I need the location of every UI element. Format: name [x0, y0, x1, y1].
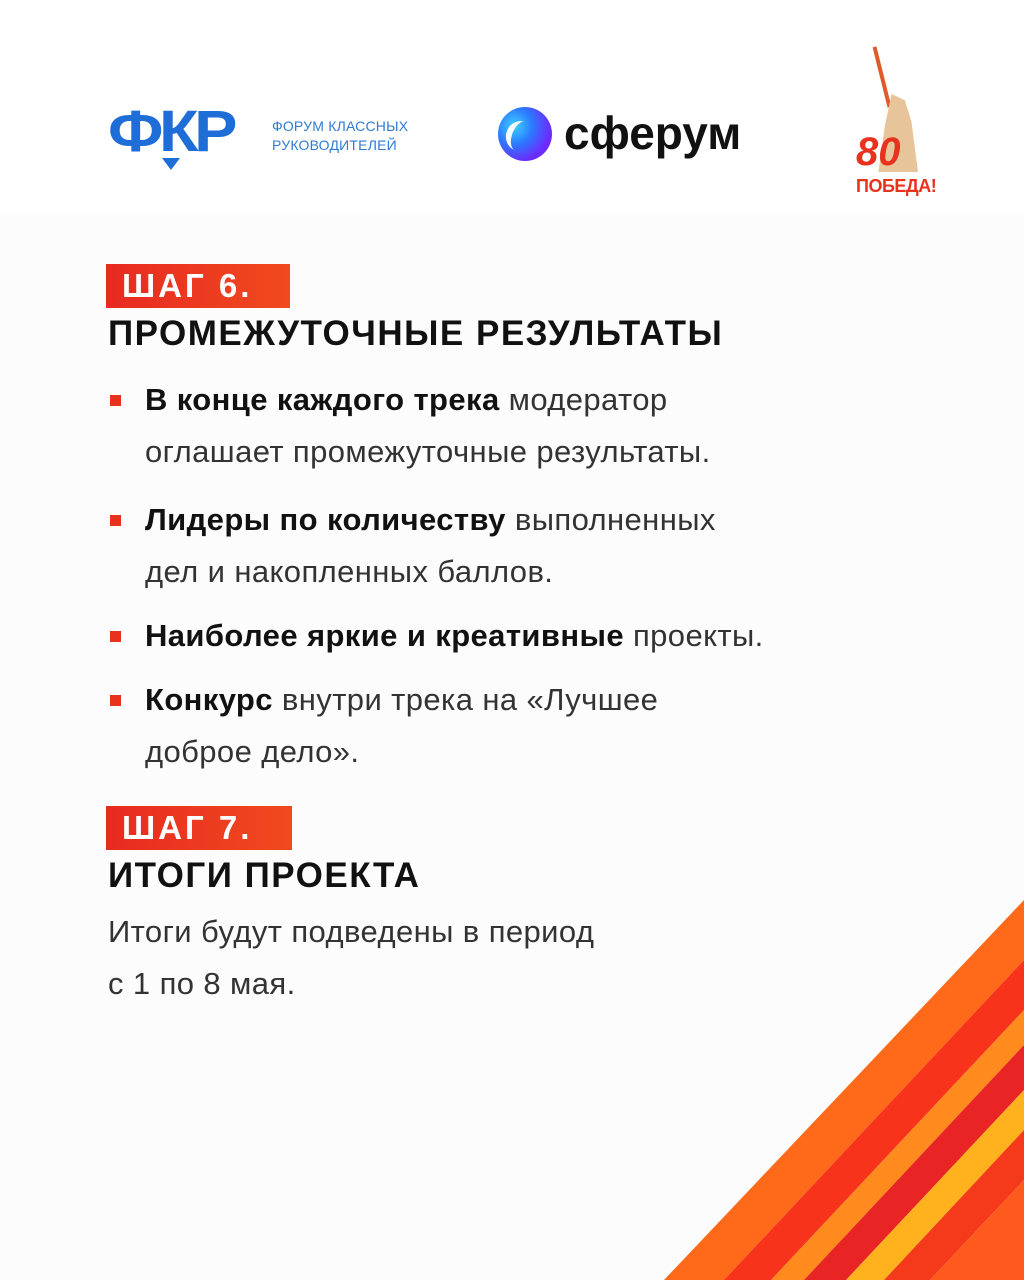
fkr-logo-mark: ФКР	[108, 99, 233, 164]
list-item-text	[145, 494, 925, 598]
step6-label: ШАГ 6.	[106, 264, 290, 308]
stripe	[804, 1045, 1024, 1280]
bullet-square-icon	[110, 631, 121, 642]
sferum-logo-text: сферум	[564, 107, 742, 159]
stripe	[930, 1180, 1024, 1280]
bullet-square-icon	[110, 695, 121, 706]
list-item-bold: Наиболее яркие и креативные	[145, 618, 624, 653]
fkr-logo-text	[272, 117, 452, 155]
list-item-line2: доброе дело».	[145, 734, 360, 769]
list-item-rest: выполненных	[505, 502, 716, 537]
stripe	[724, 960, 1024, 1280]
stripe	[884, 1130, 1024, 1280]
bullet-square-icon	[110, 515, 121, 526]
step7-text-line2: с 1 по 8 мая.	[108, 966, 296, 1001]
list-item-line2: оглашает промежуточные результаты.	[145, 434, 711, 469]
step7-text-line1: Итоги будут подведены в период	[108, 914, 595, 949]
list-item-bold: Лидеры по количеству	[145, 502, 506, 537]
list-item-text	[145, 610, 925, 662]
bullet-square-icon	[110, 395, 121, 406]
fkr-logo-line2: РУКОВОДИТЕЛЕЙ	[272, 137, 397, 153]
list-item-text	[145, 674, 925, 778]
list-item-bold: В конце каждого трека	[145, 382, 500, 417]
step7-label: ШАГ 7.	[106, 806, 292, 850]
pobeda-80-emblem	[852, 44, 937, 204]
list-item-rest: внутри трека на «Лучшее	[272, 682, 659, 717]
sferum-sphere-icon	[498, 107, 552, 161]
fkr-logo-line1: ФОРУМ КЛАССНЫХ	[272, 118, 409, 134]
stripe	[846, 1090, 1024, 1280]
pencil-icon	[162, 158, 180, 170]
stripe	[771, 1010, 1024, 1280]
list-item-bold: Конкурс	[145, 682, 273, 717]
step7-title: ИТОГИ ПРОЕКТА	[108, 856, 421, 895]
step7-text	[108, 906, 728, 1010]
pobeda-word: ПОБЕДА!	[856, 176, 937, 196]
list-item-text	[145, 374, 925, 478]
list-item-rest: проекты.	[623, 618, 764, 653]
list-item-rest: модератор	[499, 382, 668, 417]
pobeda-number: 80	[856, 130, 901, 174]
list-item-line2: дел и накопленных баллов.	[145, 554, 554, 589]
step6-title: ПРОМЕЖУТОЧНЫЕ РЕЗУЛЬТАТЫ	[108, 314, 724, 353]
sword-icon	[873, 46, 892, 107]
